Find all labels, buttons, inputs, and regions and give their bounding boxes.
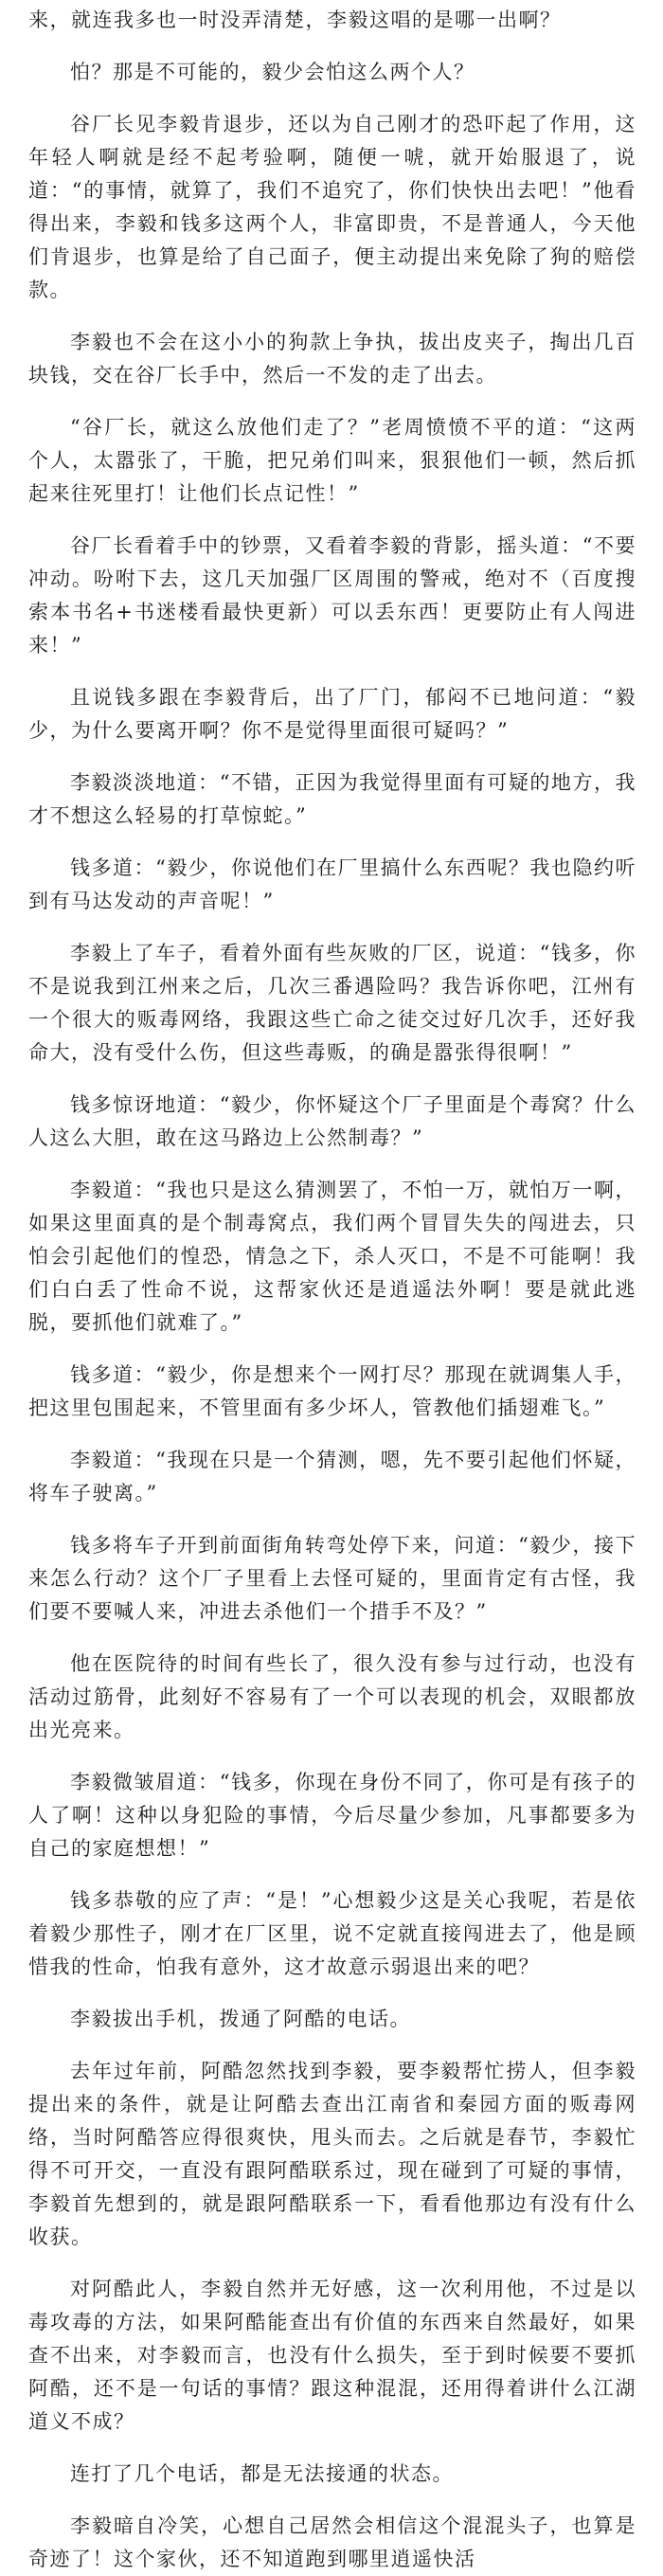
paragraph: 钱多道：“毅少，你是想来个一网打尽？那现在就调集人手，把这里包围起来，不管里面有多少坏人，管教他们插翅难飞。” — [28, 1363, 636, 1419]
paragraph: 李毅暗自冷笑，心想自己居然会相信这个混混头子，也算是奇迹了！这个家伙，还不知道跑到哪里逍遥快活 — [28, 2514, 636, 2570]
document-page — [0, 4, 663, 2570]
paragraph: 对阿酷此人，李毅自然并无好感，这一次利用他，不过是以毒攻毒的方法，如果阿酷能查出有价值的东西来自然最好，如果查不出来，对李毅而言，也没有什么损失，至于到时候要不要抓阿酷，还不是一句话的事情？跟这种混混，还用得着讲什么江湖道义不成？ — [28, 2278, 636, 2433]
paragraph: 去年过年前，阿酷忽然找到李毅，要李毅帮忙捞人，但李毅提出来的条件，就是让阿酷去查出江南省和秦园方面的贩毒网络，当时阿酷答应得很爽快，甩头而去。之后就是春节，李毅忙得不可开交，一直没有跟阿酷联系过，现在碰到了可疑的事情，李毅首先想到的，就是跟阿酷联系一下，看看他那边有没有什么收获。 — [28, 2060, 636, 2248]
paragraph: 李毅淡淡地道：“不错，正因为我觉得里面有可疑的地方，我才不想这么轻易的打草惊蛇。” — [28, 771, 636, 827]
paragraph: 钱多恭敬的应了声：“是！”心想毅少这是关心我呢，若是依着毅少那性子，刚才在厂区里，说不定就直接闯进去了，他是顾惜我的性命，怕我有意外，这才故意示弱退出来的吧？ — [28, 1889, 636, 1978]
paragraph: 来，就连我多也一时没弄清楚，李毅这唱的是哪一出啊？ — [28, 9, 562, 31]
paragraph: 且说钱多跟在李毅背后，出了厂门，郁闷不已地问道：“毅少，为什么要离开啊？你不是觉得里面很可疑吗？” — [28, 686, 636, 742]
paragraph: 李毅也不会在这小小的狗款上争执，拔出皮夹子，掏出几百块钱，交在谷厂长手中，然后一不发的走了出去。 — [28, 331, 636, 387]
paragraph: “谷厂长，就这么放他们走了？”老周愤愤不平的道：“这两个人，太嚣张了，干脆，把兄弟们叫来，狠狠他们一顿，然后抓起来往死里打！让他们长点记性！” — [28, 416, 636, 505]
paragraph: 连打了几个电话，都是无法接通的状态。 — [70, 2462, 454, 2485]
paragraph: 李毅道：“我现在只是一个猜测，嗯，先不要引起他们怀疑，将车子驶离。” — [28, 1449, 636, 1504]
paragraph: 钱多将车子开到前面街角转弯处停下来，问道：“毅少，接下来怎么行动？这个厂子里看上去怪可疑的，里面肯定有古怪，我们要不要喊人来，冲进去杀他们一个措手不及？” — [28, 1534, 636, 1623]
paragraph: 怕？那是不可能的，毅少会怕这么两个人？ — [70, 61, 475, 83]
paragraph: 李毅微皱眉道：“钱多，你现在身份不同了，你可是有孩子的人了啊！这种以身犯险的事情，今后尽量少参加，凡事都要多为自己的家庭想想！” — [28, 1771, 636, 1860]
paragraph: 李毅拔出手机，拨通了阿酷的电话。 — [70, 2008, 411, 2030]
paragraph: 谷厂长看着手中的钞票，又看着李毅的背影，摇头道：“不要冲动。吩咐下去，这几天加强厂区周围的警戒，绝对不（百度搜索本书名+书迷楼看最快更新）可以丢东西！更要防止有人闯进来！” — [28, 534, 636, 657]
paragraph: 李毅上了车子，看着外面有些灰败的厂区，说道：“钱多，你不是说我到江州来之后，几次三番遇险吗？我告诉你吧，江州有一个很大的贩毒网络，我跟这些亡命之徒交过好几次手，还好我命大，没有受什么伤，但这些毒贩，的确是嚣张得很啊！” — [28, 942, 636, 1064]
paragraph: 钱多道：“毅少，你说他们在厂里搞什么东西呢？我也隐约听到有马达发动的声音呢！” — [28, 856, 636, 912]
paragraph: 李毅道：“我也只是这么猜测罢了，不怕一万，就怕万一啊，如果这里面真的是个制毒窝点，我们两个冒冒失失的闯进去，只怕会引起他们的惶恐，情急之下，杀人灭口，不是不可能啊！我们白白丢了性命不说，这帮家伙还是逍遥法外啊！要是就此逃脱，要抓他们就难了。” — [28, 1179, 636, 1334]
paragraph: 钱多惊讶地道：“毅少，你怀疑这个厂子里面是个毒窝？什么人这么大胆，敢在这马路边上公然制毒？” — [28, 1093, 636, 1149]
paragraph: 谷厂长见李毅肯退步，还以为自己刚才的恐吓起了作用，这年轻人啊就是经不起考验啊，随便一唬，就开始服退了，说道：“的事情，就算了，我们不追究了，你们快快出去吧！”他看得出来，李毅和钱多这两个人，非富即贵，不是普通人，今天他们肯退步，也算是给了自己面子，便主动提出来免除了狗的赔偿款。 — [28, 113, 636, 301]
paragraph: 他在医院待的时间有些长了，很久没有参与过行动，也没有活动过筋骨，此刻好不容易有了一个可以表现的机会，双眼都放出光亮来。 — [28, 1652, 636, 1741]
